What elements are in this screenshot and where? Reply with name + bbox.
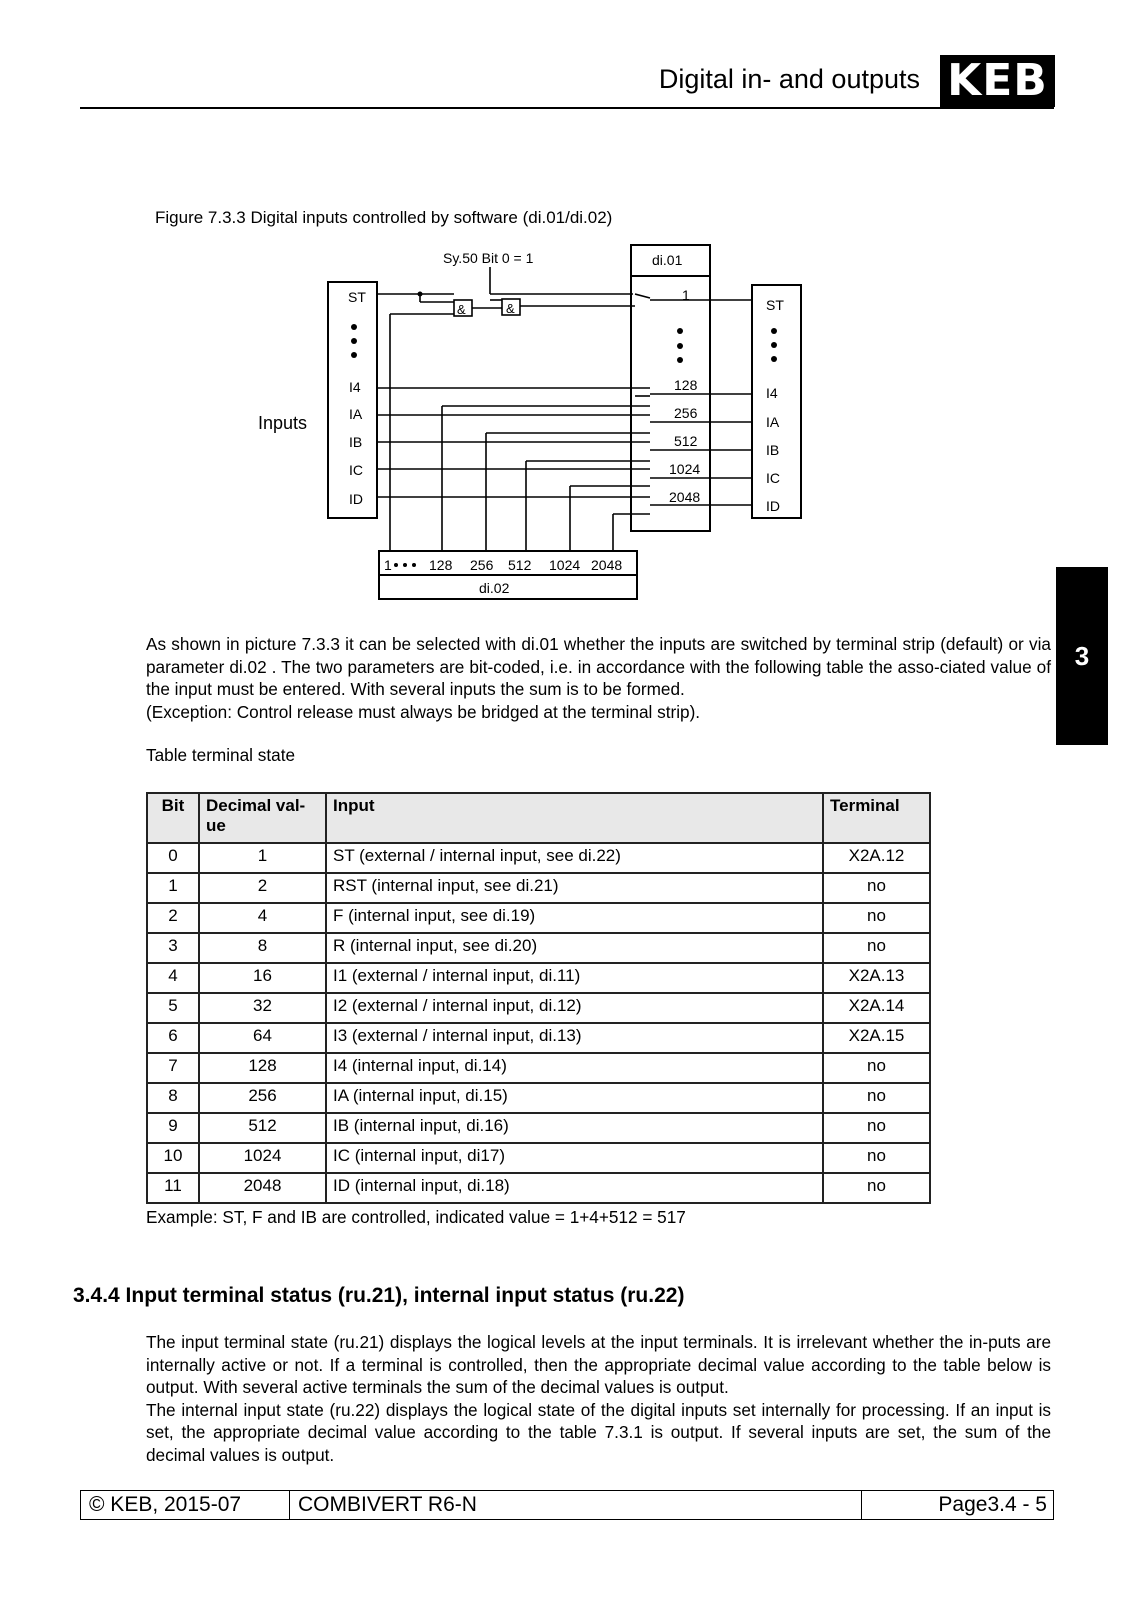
terminal-state-table bbox=[146, 792, 931, 1204]
cell-terminal: X2A.14 bbox=[823, 993, 930, 1023]
cell-terminal: X2A.13 bbox=[823, 963, 930, 993]
cell-bit: 9 bbox=[147, 1113, 199, 1143]
intro-paragraph-text: As shown in picture 7.3.3 it can be selected with di.01 whether the inputs are switched by terminal strip (default) or via parameter di.02 . The two parameters are bit-coded, i.e. in accordance with the following table the asso-ciated value of the input must be entered. With several inputs the sum is to be formed. bbox=[146, 634, 1051, 699]
cell-terminal: no bbox=[823, 1173, 930, 1203]
cell-input: I1 (external / internal input, di.11) bbox=[326, 963, 823, 993]
di01-value-1024: 1024 bbox=[669, 461, 701, 477]
table-row bbox=[147, 933, 930, 963]
cell-terminal: no bbox=[823, 1053, 930, 1083]
cell-bit: 1 bbox=[147, 873, 199, 903]
table-row bbox=[147, 1023, 930, 1053]
cell-input: R (internal input, see di.20) bbox=[326, 933, 823, 963]
table-row bbox=[147, 1113, 930, 1143]
di02-value-512: 512 bbox=[508, 557, 532, 573]
cell-input: I2 (external / internal input, di.12) bbox=[326, 993, 823, 1023]
header-rule bbox=[80, 107, 1054, 109]
col-header-bit: Bit bbox=[147, 793, 199, 843]
col-header-input: Input bbox=[326, 793, 823, 843]
cell-decimal: 1 bbox=[199, 843, 326, 873]
cell-decimal: 128 bbox=[199, 1053, 326, 1083]
di01-value-128: 128 bbox=[674, 377, 698, 393]
cell-terminal: no bbox=[823, 933, 930, 963]
cell-input: ST (external / internal input, see di.22) bbox=[326, 843, 823, 873]
right-label-ic: IC bbox=[766, 470, 780, 486]
table-row bbox=[147, 1143, 930, 1173]
section-body bbox=[146, 1331, 1051, 1466]
table-row bbox=[147, 1053, 930, 1083]
table-row bbox=[147, 993, 930, 1023]
di02-value-1: 1 bbox=[384, 557, 392, 573]
cell-decimal: 1024 bbox=[199, 1143, 326, 1173]
di01-value-2048: 2048 bbox=[669, 489, 701, 505]
table-row bbox=[147, 1083, 930, 1113]
cell-decimal: 256 bbox=[199, 1083, 326, 1113]
col-header-decimal: Decimal val-ue bbox=[199, 793, 326, 843]
col-header-terminal: Terminal bbox=[823, 793, 930, 843]
cell-input: IB (internal input, di.16) bbox=[326, 1113, 823, 1143]
cell-decimal: 16 bbox=[199, 963, 326, 993]
right-label-i4: I4 bbox=[766, 385, 778, 401]
cell-decimal: 2 bbox=[199, 873, 326, 903]
cell-input: I3 (external / internal input, di.13) bbox=[326, 1023, 823, 1053]
table-caption: Table terminal state bbox=[146, 745, 296, 765]
cell-bit: 11 bbox=[147, 1173, 199, 1203]
logo-text: KEB bbox=[947, 55, 1048, 106]
cell-input: RST (internal input, see di.21) bbox=[326, 873, 823, 903]
section-heading: 3.4.4 Input terminal status (ru.21), internal input status (ru.22) bbox=[73, 1284, 685, 1307]
right-label-ib: IB bbox=[766, 442, 780, 458]
di01-label: di.01 bbox=[652, 252, 683, 268]
right-label-st: ST bbox=[766, 297, 784, 313]
cell-terminal: no bbox=[823, 1113, 930, 1143]
right-label-ia: IA bbox=[766, 414, 780, 430]
cell-terminal: no bbox=[823, 1143, 930, 1173]
ru22-paragraph: The internal input state (ru.22) displays the logical state of the digital inputs set internally for processing. If an input is set, the appropriate decimal value according to the table 7.3.1 is output. If several inputs are set, the sum of the decimal values is output. bbox=[146, 1399, 1051, 1465]
table-row bbox=[147, 873, 930, 903]
cell-decimal: 2048 bbox=[199, 1173, 326, 1203]
cell-decimal: 512 bbox=[199, 1113, 326, 1143]
inputs-label: Inputs bbox=[258, 413, 308, 433]
left-label-id: ID bbox=[349, 491, 363, 507]
cell-decimal: 32 bbox=[199, 993, 326, 1023]
cell-input: I4 (internal input, di.14) bbox=[326, 1053, 823, 1083]
intro-paragraph bbox=[146, 633, 1051, 723]
page-footer bbox=[80, 1490, 1054, 1520]
cell-decimal: 4 bbox=[199, 903, 326, 933]
ru21-paragraph: The input terminal state (ru.21) displays the logical levels at the input terminals. It is irrelevant whether the in-puts are internally active or not. If a terminal is controlled, then the appropriate decimal value according to the table below is output. With several active terminals the sum of the decimal values is output. bbox=[146, 1332, 1051, 1397]
left-label-st: ST bbox=[348, 289, 366, 305]
di02-value-128: 128 bbox=[429, 557, 453, 573]
table-header-row bbox=[147, 793, 930, 843]
table-row bbox=[147, 843, 930, 873]
left-input-box bbox=[328, 282, 377, 518]
cell-input: IC (internal input, di17) bbox=[326, 1143, 823, 1173]
and-gate-label-2: & bbox=[506, 301, 515, 316]
di01-value-512: 512 bbox=[674, 433, 698, 449]
cell-bit: 8 bbox=[147, 1083, 199, 1113]
di02-value-256: 256 bbox=[470, 557, 494, 573]
exception-note: (Exception: Control release must always be bridged at the terminal strip). bbox=[146, 701, 701, 722]
cell-bit: 5 bbox=[147, 993, 199, 1023]
cell-terminal: no bbox=[823, 1083, 930, 1113]
di02-label: di.02 bbox=[479, 580, 510, 596]
cell-bit: 2 bbox=[147, 903, 199, 933]
cell-input: IA (internal input, di.15) bbox=[326, 1083, 823, 1113]
left-label-ic: IC bbox=[349, 462, 363, 478]
keb-logo bbox=[940, 55, 1055, 107]
di01-value-1: 1 bbox=[682, 287, 690, 303]
sy50-label: Sy.50 Bit 0 = 1 bbox=[443, 250, 534, 266]
left-label-i4: I4 bbox=[349, 379, 361, 395]
left-label-ib: IB bbox=[349, 434, 363, 450]
example-text: Example: ST, F and IB are controlled, indicated value = 1+4+512 = 517 bbox=[146, 1207, 686, 1227]
and-gate-label-1: & bbox=[457, 302, 466, 317]
cell-input: ID (internal input, di.18) bbox=[326, 1173, 823, 1203]
page-header-title: Digital in- and outputs bbox=[658, 64, 920, 94]
figure-caption: Figure 7.3.3 Digital inputs controlled by software (di.01/di.02) bbox=[155, 208, 613, 227]
cell-terminal: X2A.15 bbox=[823, 1023, 930, 1053]
cell-bit: 7 bbox=[147, 1053, 199, 1083]
di02-value-2048: 2048 bbox=[591, 557, 623, 573]
cell-decimal: 64 bbox=[199, 1023, 326, 1053]
cell-input: F (internal input, see di.19) bbox=[326, 903, 823, 933]
di02-value-1024: 1024 bbox=[549, 557, 581, 573]
di01-value-256: 256 bbox=[674, 405, 698, 421]
right-label-id: ID bbox=[766, 498, 780, 514]
table-row bbox=[147, 903, 930, 933]
cell-bit: 10 bbox=[147, 1143, 199, 1173]
cell-decimal: 8 bbox=[199, 933, 326, 963]
footer-product: COMBIVERT R6-N bbox=[290, 1491, 862, 1519]
footer-copyright: © KEB, 2015-07 bbox=[81, 1491, 290, 1519]
chapter-tab: 3 bbox=[1056, 567, 1108, 745]
table-row bbox=[147, 1173, 930, 1203]
cell-bit: 3 bbox=[147, 933, 199, 963]
cell-bit: 0 bbox=[147, 843, 199, 873]
digital-inputs-diagram bbox=[250, 240, 810, 605]
cell-bit: 4 bbox=[147, 963, 199, 993]
cell-terminal: X2A.12 bbox=[823, 843, 930, 873]
cell-bit: 6 bbox=[147, 1023, 199, 1053]
footer-page-number: Page3.4 - 5 bbox=[938, 1493, 1047, 1516]
table-row bbox=[147, 963, 930, 993]
left-label-ia: IA bbox=[349, 406, 363, 422]
cell-terminal: no bbox=[823, 873, 930, 903]
cell-terminal: no bbox=[823, 903, 930, 933]
